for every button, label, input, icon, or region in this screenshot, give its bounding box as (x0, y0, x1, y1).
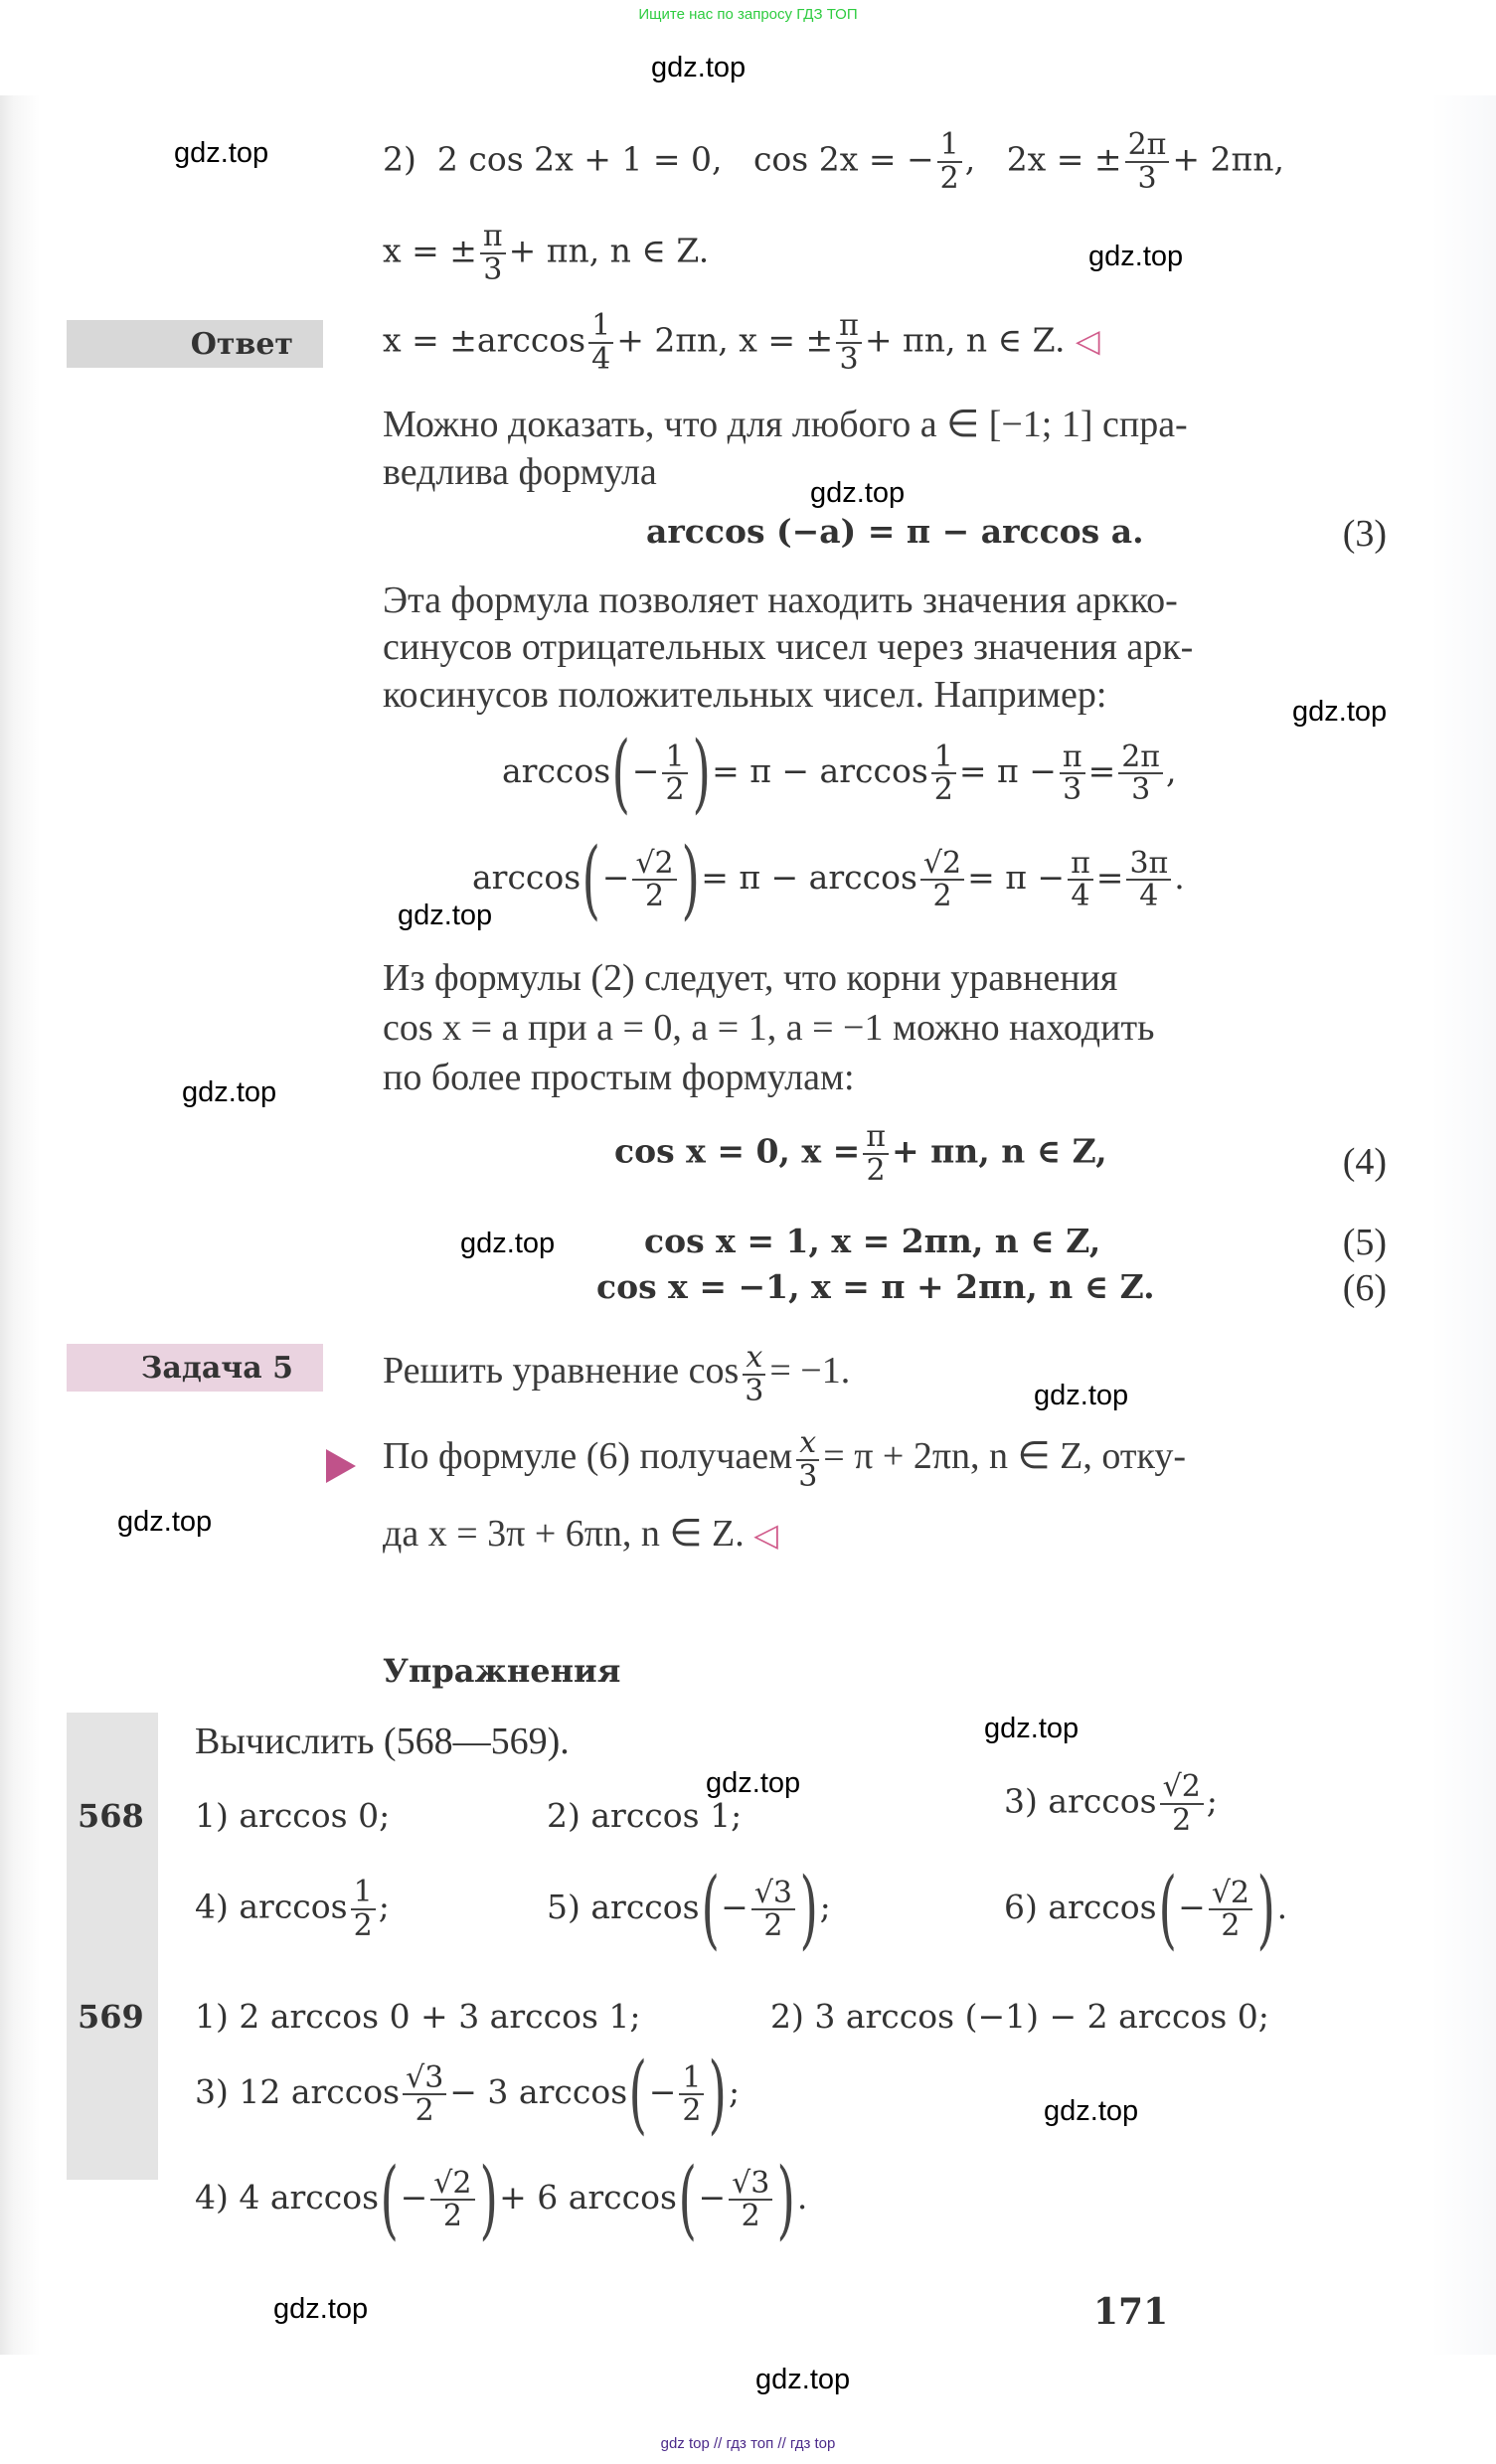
exercise-item: 1) 2 arccos 0 + 3 arccos 1; (195, 1997, 641, 2036)
fraction: $\frac{\pi}{3}$ (480, 221, 506, 285)
watermark: gdz.top (755, 2364, 851, 2395)
top-banner[interactable]: Ищите нас по запросу ГДЗ ТОП (638, 6, 858, 23)
watermark: gdz.top (460, 1228, 556, 1259)
fraction: $\frac{2\pi}{3}$ (1125, 129, 1170, 194)
paragraph-line: по более простым формулам: (383, 1057, 855, 1098)
exercise-item: 3) arccos $\frac{√2}{2}$ ; (1004, 1769, 1218, 1838)
answer-text: + πn, n ∈ Z. (864, 320, 1066, 360)
watermark: gdz.top (984, 1713, 1080, 1744)
watermark: gdz.top (174, 137, 269, 169)
task-solution-line: По формуле (6) получаем $\frac{x}{3}$ = π + 2πn, n ∈ Z, отку- (383, 1425, 1187, 1494)
watermark: gdz.top (1044, 2095, 1139, 2127)
exercise-item: 1) arccos 0; (195, 1796, 391, 1835)
end-of-solution-icon: ◁ (753, 1517, 778, 1553)
exercise-item: 2) 3 arccos (−1) − 2 arccos 0; (770, 1997, 1269, 2036)
equation: 2 cos 2x + 1 = 0, (436, 139, 723, 179)
watermark: gdz.top (810, 477, 906, 509)
formula-6: cos x = −1, x = π + 2πn, n ∈ Z. (596, 1267, 1155, 1306)
paragraph-line: cos x = a при a = 0, a = 1, a = −1 можно находить (383, 1007, 1155, 1049)
formula-number: (3) (1342, 513, 1387, 555)
formula-number: (6) (1342, 1267, 1387, 1309)
exercise-item: 4) 4 arccos(− $\frac{√2}{2}$ )+ 6 arccos(− $\frac{√3}{2}$ ). (195, 2150, 808, 2249)
answer-text: x = ±arccos (383, 320, 586, 360)
watermark: gdz.top (117, 1506, 213, 1538)
equation: x = ± (383, 231, 477, 270)
watermark: gdz.top (1034, 1380, 1129, 1411)
exercise-item: 4) arccos $\frac{1}{2}$ ; (195, 1875, 390, 1943)
footer-links[interactable]: gdz top // гдз топ // гдз top (660, 2435, 836, 2452)
exercise-item: 5) arccos(− $\frac{√3}{2}$ ); (547, 1860, 831, 1959)
task-label: Задача 5 (67, 1344, 323, 1392)
paragraph-line: Эта формула позволяет находить значения аркко- (383, 579, 1178, 621)
watermark: gdz.top (273, 2293, 369, 2325)
example-2: arccos(− $\frac{√2}{2}$ )= π − arccos $\frac{√2}{2}$ = π − $\frac{\pi}{4}$ = $\frac{3\pi}{4}$ . (472, 830, 1185, 929)
exercise-number: 568 (78, 1797, 144, 1835)
watermark: gdz.top (651, 52, 747, 83)
paragraph-line: Из формулы (2) следует, что корни уравнения (383, 957, 1118, 999)
paragraph-line: косинусов положительных чисел. Например: (383, 674, 1107, 716)
item-label: 2) (383, 139, 416, 179)
exercise-item: 3) 12 arccos $\frac{√3}{2}$ − 3 arccos(− $\frac{1}{2}$ ); (195, 2045, 741, 2144)
watermark: gdz.top (706, 1767, 801, 1799)
exercise-number: 569 (78, 1998, 144, 2036)
task-solution-line: да x = 3π + 6πn, n ∈ Z. ◁ (383, 1513, 778, 1555)
equation: 2x = ± (1006, 139, 1122, 179)
task-statement: Решить уравнение cos $\frac{x}{3}$ = −1. (383, 1340, 851, 1408)
formula-5: cos x = 1, x = 2πn, n ∈ Z, (644, 1222, 1101, 1260)
end-of-solution-icon: ◁ (1075, 321, 1100, 360)
page-number: 171 (1093, 2291, 1169, 2333)
fraction: $\frac{\pi}{3}$ (836, 310, 862, 375)
exercise-item: 2) arccos 1; (547, 1796, 743, 1835)
equation: cos 2x = − (752, 139, 934, 179)
formula-number: (4) (1342, 1141, 1387, 1183)
watermark: gdz.top (398, 900, 493, 931)
fraction: $\frac{1}{2}$ (937, 129, 962, 194)
exercise-instruction: Вычислить (568—569). (195, 1721, 570, 1762)
equation: + 2πn, (1172, 139, 1284, 179)
formula-number: (5) (1342, 1222, 1387, 1263)
watermark: gdz.top (1292, 696, 1388, 728)
equation: + πn, n ∈ Z. (508, 231, 710, 270)
example-1: arccos(− $\frac{1}{2}$ )= π − arccos $\frac{1}{2}$ = π − $\frac{\pi}{3}$ = $\frac{2\pi}{3}$ , (502, 724, 1177, 823)
paragraph-line: Можно доказать, что для любого a ∈ [−1; 1] спра- (383, 404, 1188, 445)
paragraph-line: ведлива формула (383, 451, 657, 493)
fraction: $\frac{1}{4}$ (588, 310, 613, 375)
exercise-item: 6) arccos(− $\frac{√2}{2}$ ). (1004, 1860, 1288, 1959)
solution-line-2 (383, 221, 709, 285)
formula-4: cos x = 0, x = $\frac{\pi}{2}$ + πn, n ∈ Z, (614, 1119, 1107, 1188)
answer-text: + 2πn, x = ± (616, 320, 834, 360)
section-heading: Упражнения (383, 1652, 621, 1690)
formula-3: arccos (−a) = π − arccos a. (646, 512, 1144, 551)
solution-line-1: 2) 2 cos 2x + 1 = 0, cos 2x = − $\frac{1}{2}$ , 2x = ± $\frac{2\pi}{3}$ + 2πn, (383, 127, 1284, 196)
solution-start-icon (326, 1449, 356, 1483)
paragraph-line: синусов отрицательных чисел через значения арк- (383, 626, 1194, 668)
exercise-number-stripe (67, 1713, 158, 2180)
watermark: gdz.top (182, 1076, 277, 1108)
watermark: gdz.top (1088, 241, 1184, 272)
answer-label: Ответ (67, 320, 323, 368)
answer-line (383, 310, 1100, 375)
